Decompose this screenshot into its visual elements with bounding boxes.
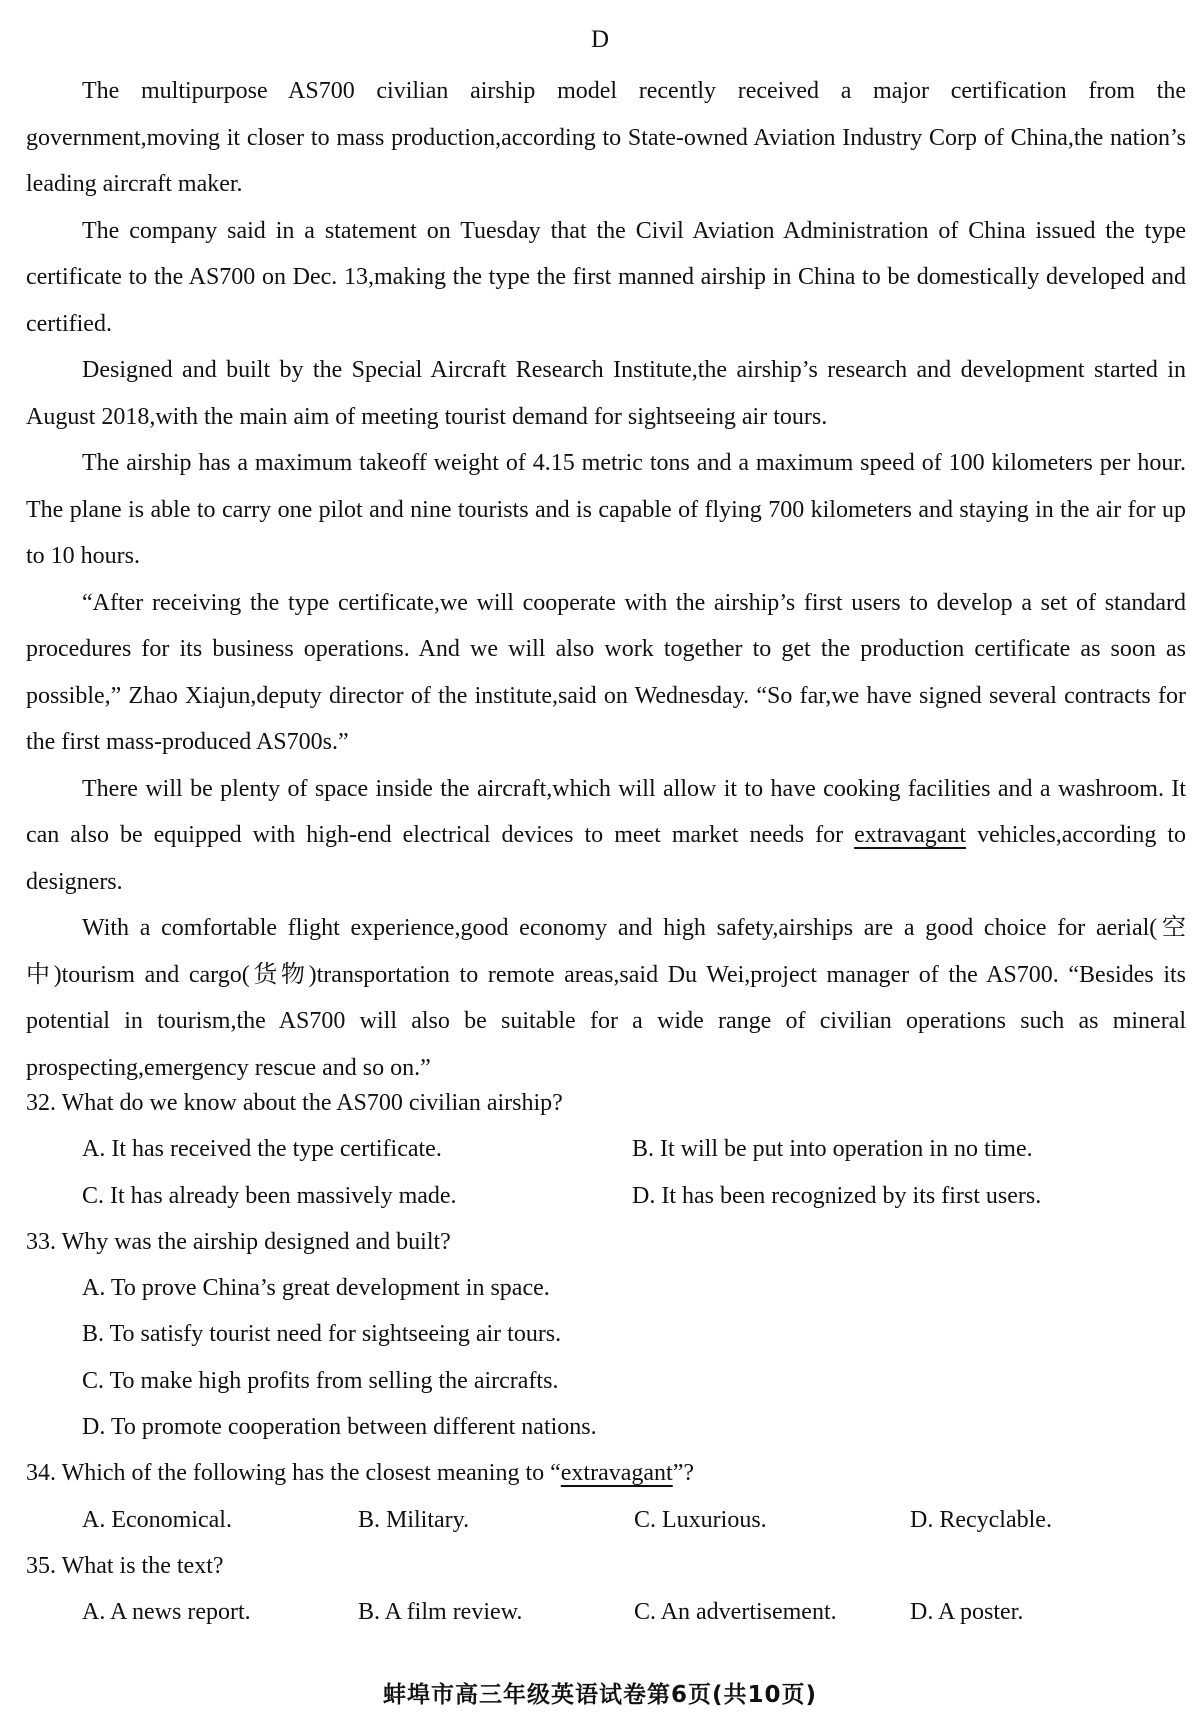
question-33 [26,1219,1186,1450]
section-title: D [590,26,610,53]
option-c: C. An advertisement. [634,1599,837,1626]
question-stem: 35. What is the text? [26,1552,224,1579]
question-stem-text-b: ”? [672,1460,695,1487]
option-c: C. Luxurious. [634,1506,767,1533]
option-row [26,1497,1186,1543]
paragraph-2: The company said in a statement on Tuesday that the Civil Aviation Administration of China issued the type certificate to the AS700 on Dec. 13,making the type the first manned airship in China to be domestically developed and certified. [26,217,1186,337]
option-row [26,1589,1186,1635]
option-b: B. Military. [358,1506,470,1533]
option-b: B. To satisfy tourist need for sightseeing air tours. [82,1321,562,1348]
option-d: D. To promote cooperation between different nations. [82,1414,597,1441]
paragraph-6-text-a: There will be plenty of space inside the aircraft,which will allow it to have cooking facilities and a washroom. It can also be equipped with high-end electrical devices to meet market needs for [26,775,1186,848]
paragraph-6-text-b: vehicles,according to designers. [26,822,1187,895]
paragraph-3: Designed and built by the Special Aircraft Research Institute,the airship’s research and development started in August 2018,with the main aim of meeting tourist demand for sightseeing air tours. [26,357,1186,430]
option-d: D. Recyclable. [910,1506,1052,1533]
paragraph-5: “After receiving the type certificate,we will cooperate with the airship’s first users to develop a set of standard procedures for its business operations. And we will also work together to get the production certificate as soon as possible,” Zhao Xiajun,deputy director of the institute,said on Wednesday. “So far,we have signed several contracts for the first mass-produced AS700s.” [26,589,1186,755]
option-d: D. It has been recognized by its first users. [632,1182,1042,1209]
option-b: B. It will be put into operation in no time. [632,1136,1033,1163]
option-grid [26,1126,1186,1219]
option-a: A. A news report. [82,1599,251,1626]
question-stem: 33. Why was the airship designed and built? [26,1228,451,1255]
reading-passage [26,68,1186,1091]
option-c: C. To make high profits from selling the aircrafts. [82,1367,559,1394]
question-35 [26,1543,1186,1636]
underlined-word: extravagant [560,1460,673,1487]
option-a: A. To prove China’s great development in space. [82,1275,550,1302]
question-stem [26,1450,1186,1496]
option-a: A. Economical. [82,1506,232,1533]
page-footer: 蚌埠市高三年级英语试卷第6页(共10页) [382,1682,818,1708]
question-stem: 32. What do we know about the AS700 civilian airship? [26,1090,563,1116]
question-list [26,1080,1186,1636]
question-stem-text-a: 34. Which of the following has the closest meaning to “ [26,1460,561,1487]
option-d: D. A poster. [910,1599,1024,1626]
paragraph-7: With a comfortable flight experience,good economy and high safety,airships are a good choice for aerial(空中)tourism and cargo(货物)transportation to remote areas,said Du Wei,project manager of the AS700. “Besides its potential in tourism,the AS700 will also be suitable for a wide range of civilian operations such as mineral prospecting,emergency rescue and so on.” [26,915,1186,1081]
paragraph-4: The airship has a maximum takeoff weight of 4.15 metric tons and a maximum speed of 100 kilometers per hour. The plane is able to carry one pilot and nine tourists and is capable of flying 700 kilometers and staying in the air for up to 10 hours. [26,450,1186,569]
option-list [26,1265,1186,1450]
option-a: A. It has received the type certificate. [82,1136,442,1163]
paragraph-1: The multipurpose AS700 civilian airship model recently received a major certification from the government,moving it closer to mass production,according to State-owned Aviation Industry Corp of China,the nation’s leading aircraft maker. [26,78,1186,197]
question-32 [26,1080,1186,1219]
option-c: C. It has already been massively made. [82,1182,457,1209]
underlined-word: extravagant [854,822,967,848]
paragraph-6 [26,766,1186,906]
option-b: B. A film review. [358,1599,523,1626]
question-34 [26,1450,1186,1543]
